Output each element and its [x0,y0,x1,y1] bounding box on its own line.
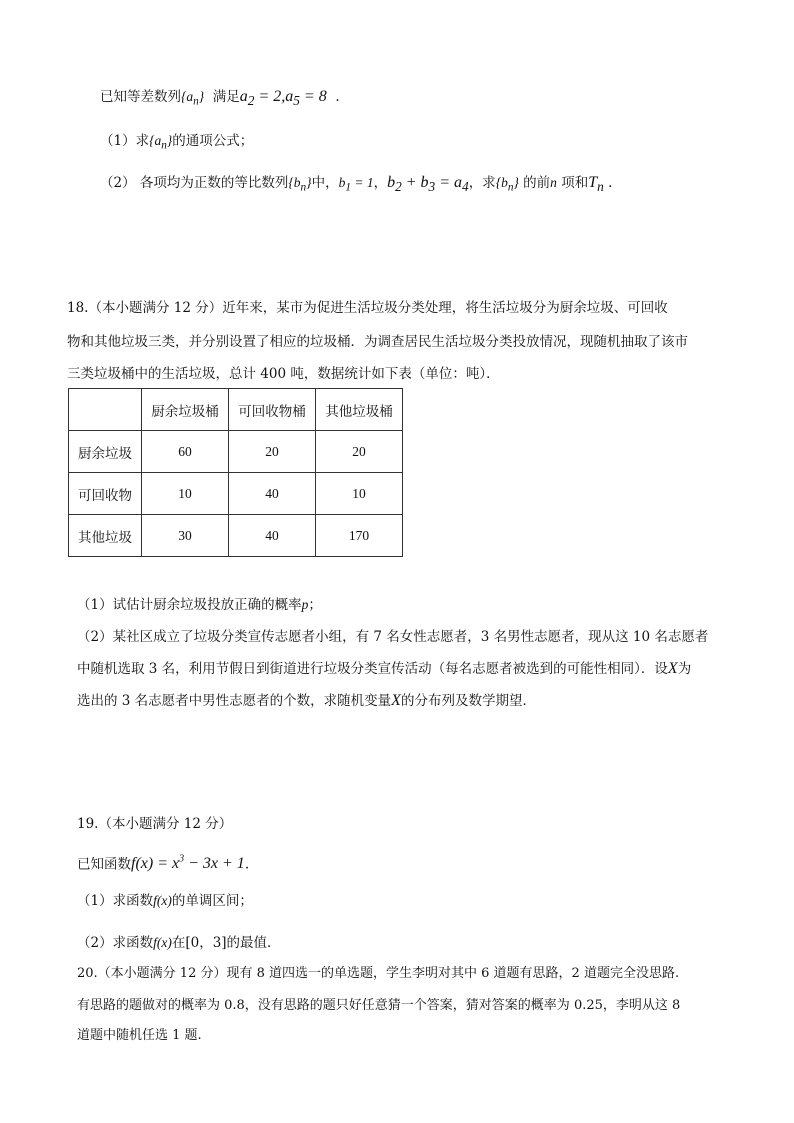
q17-b2-b3: $b_2 + b_3 = a_4$ [387,174,469,195]
q17-stem-text-a: 已知等差数列 [100,89,181,105]
q19-f: f(x) [153,893,172,908]
q17-seq-a: $\{a_n\}$ [181,89,205,108]
q18-line2: 物和其他垃圾三类，并分别设置了相应的垃圾桶．为调查居民生活垃圾分类投放情况，现随机抽取了该市 [67,334,688,350]
q19-title: 19.（本小题满分 12 分） [77,816,233,832]
q19-part2: （2）求函数f(x)在[0，3]的最值． [77,935,281,951]
table-cell: 40 [229,473,316,515]
table-col-header: 厨余垃圾桶 [142,389,229,431]
q17-n: n [550,175,557,190]
table-cell: 170 [316,515,403,557]
table-row-label: 厨余垃圾 [69,431,142,473]
table-cell: 30 [142,515,229,557]
q18-part1: （1）试估计厨余垃圾投放正确的概率p； [77,597,322,613]
q18-p-var: p [301,597,309,612]
table-row [69,515,403,557]
table-header-row [69,389,403,431]
q19-f: f(x) [153,935,172,950]
q20-line1: 20.（本小题满分 12 分）现有 8 道四选一的单选题，学生李明对其中 6 道题有思路，2 道题完全没思路. [77,966,680,981]
table-cell: 20 [229,431,316,473]
q17-part2: （2） 各项均为正数的等比数列$\{b_n\}$中，$b_1 = 1$，$b_2 + b_3 = a_4$，求$\{b_n\}$ 的前n 项和$T_n$ . [100,174,613,195]
q17-part2-seq: $\{b_n\}$ [288,175,312,194]
q17-stem-text-b: 满足 [212,89,240,105]
table-row [69,473,403,515]
q18-part2-line2: 中随机选取 3 名，利用节假日到街道进行垃圾分类宣传活动（每名志愿者被选到的可能性相同）．设X为 [77,660,692,677]
q17-stem: 已知等差数列$\{a_n\}$ 满足$a_2 = 2,a_5 = 8$ . [100,88,340,109]
q20-line3: 道题中随机任选 1 题. [77,1028,202,1043]
table-corner-cell [69,389,142,431]
q17-part1: （1）求$\{a_n\}$的通项公式； [100,133,254,152]
table-row-label: 其他垃圾 [69,515,142,557]
q19-stem: 已知函数$f(x) = x^3 - 3x + 1$. [77,854,250,873]
q18-X-var: X [391,692,401,709]
table-row-label: 可回收物 [69,473,142,515]
table-row [69,431,403,473]
table-cell: 20 [316,431,403,473]
table-cell: 10 [316,473,403,515]
q18-part2-line3: 选出的 3 名志愿者中男性志愿者的个数，求随机变量X的分布列及数学期望． [77,692,536,709]
waste-data-table [68,388,403,557]
q17-part1-seq: $\{a_n\}$ [149,133,173,152]
q20-line2: 有思路的题做对的概率为 0.8，没有思路的题只好任意猜一个答案，猜对答案的概率为 0.25，李明从这 8 [77,998,681,1013]
q18-line3: 三类垃圾桶中的生活垃圾，总计 400 吨，数据统计如下表（单位：吨）． [67,366,500,382]
q18-line1: 18.（本小题满分 12 分）近年来，某市为促进生活垃圾分类处理，将生活垃圾分为厨余垃圾、可回收 [67,300,668,316]
q19-part1: （1）求函数f(x)的单调区间； [77,893,253,909]
q17-b1: $b_1 = 1$ [338,175,374,194]
q17-condition: $a_2 = 2,a_5 = 8$ [239,88,327,109]
q18-part2-line1: （2）某社区成立了垃圾分类宣传志愿者小组，有 7 名女性志愿者，3 名男性志愿者，现从这 10 名志愿者 [77,629,709,645]
table-col-header: 其他垃圾桶 [316,389,403,431]
q19-function: $f(x) = x^3 - 3x + 1$ [131,854,245,873]
q17-part2-seq2: $\{b_n\}$ [495,175,519,194]
q18-X-var: X [667,660,678,677]
q17-Tn: $T_n$ [588,174,604,195]
table-col-header: 可回收物桶 [229,389,316,431]
table-cell: 10 [142,473,229,515]
table-cell: 60 [142,431,229,473]
table-cell: 40 [229,515,316,557]
